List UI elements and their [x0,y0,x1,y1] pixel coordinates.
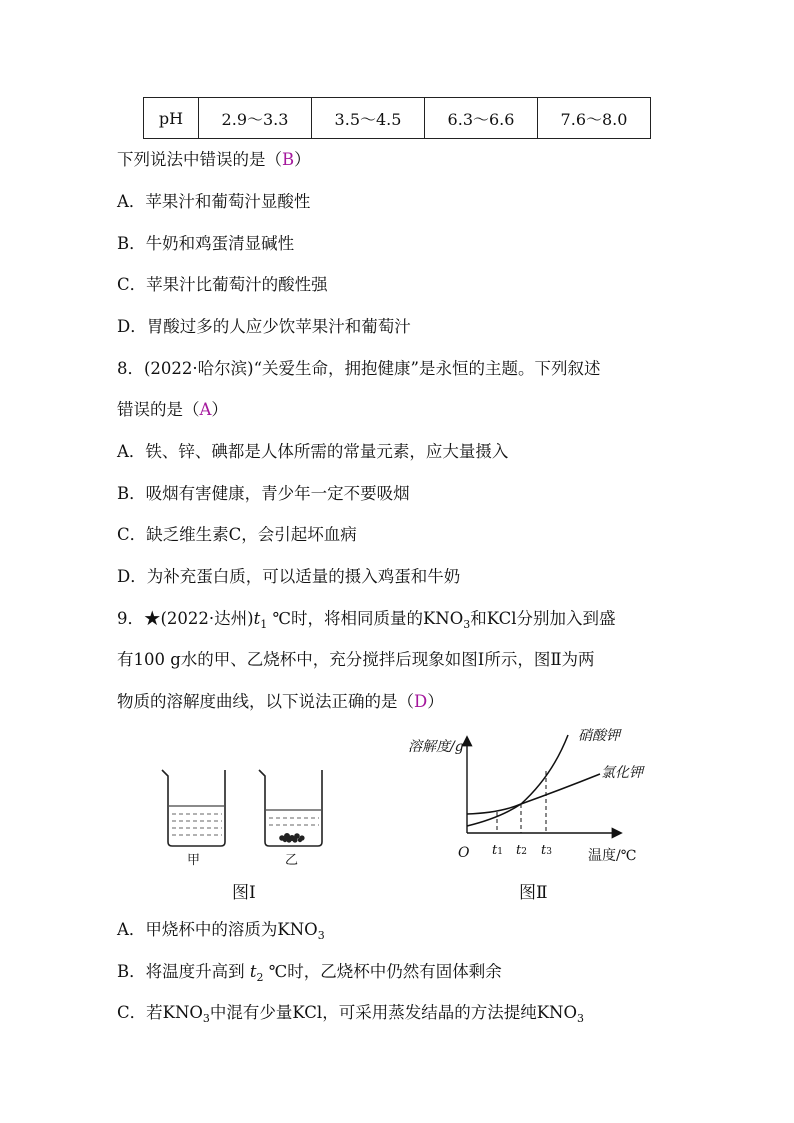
series-label-kcl: 氯化钾 [601,765,643,781]
q8-option-c: C．缺乏维生素C，会引起坏血病 [117,525,357,544]
chart-xlabel: 温度/℃ [588,848,637,864]
chart-origin: O [458,845,470,861]
q8-option-d: D．为补充蛋白质，可以适量的摄入鸡蛋和牛奶 [117,567,461,586]
figure2-caption: 图Ⅱ [519,883,548,903]
beaker-label-jia: 甲 [187,853,201,868]
tick-label-t2: t2 [516,843,527,858]
q9-stem-line2: 有100 g水的甲、乙烧杯中，充分搅拌后现象如图Ⅰ所示，图Ⅱ为两 [117,650,595,669]
table-cell: 3.5～4.5 [312,98,425,139]
solubility-chart [467,735,620,833]
q9-stem-line3: 物质的溶解度曲线，以下说法正确的是（D） [117,692,444,711]
q9-stem-line1: 9．★(2022·达州)$t_1$ ℃时，将相同质量的$KNO_3$和KCl分别加入到盛 [117,609,616,631]
q7-option-c: C．苹果汁比葡萄汁的酸性强 [117,275,328,294]
q8-option-b: B．吸烟有害健康，青少年一定不要吸烟 [117,484,410,503]
tick-label-t3: t3 [541,843,552,858]
q7-option-d: D．胃酸过多的人应少饮苹果汁和葡萄汁 [117,317,411,336]
q9-option-c: C．若$KNO_3$中混有少量KCl，可采用蒸发结晶的方法提纯$KNO_3$ [117,1003,584,1025]
beaker-jia [162,770,225,846]
q8-option-a: A．铁、锌、碘都是人体所需的常量元素，应大量摄入 [117,442,509,461]
q8-stem-line2: 错误的是（A） [117,400,228,419]
beaker-yi [259,770,322,846]
q9-option-a: A．甲烧杯中的溶质为$KNO_3$ [117,920,325,942]
figure1-caption: 图Ⅰ [232,883,256,903]
table-cell-ph: pH [144,98,199,139]
chart-ylabel: 溶解度/g [408,739,464,755]
q7-option-a: A．苹果汁和葡萄汁显酸性 [117,192,311,211]
table-cell: 2.9～3.3 [199,98,312,139]
q9-answer: D [414,692,428,711]
table-cell: 7.6～8.0 [538,98,651,139]
q8-stem-line1: 8．(2022·哈尔滨)“关爱生命，拥抱健康”是永恒的主题。下列叙述 [117,359,601,378]
series-label-kno3: 硝酸钾 [578,728,620,744]
q7-option-b: B．牛奶和鸡蛋清显碱性 [117,234,295,253]
q8-answer: A [199,400,212,419]
q7-answer: B [282,150,295,169]
table-cell: 6.3～6.6 [425,98,538,139]
q7-stem: 下列说法中错误的是（B） [117,150,311,169]
solid-precipitate [279,833,304,843]
q9-option-b: B．将温度升高到 $t_2$ ℃时，乙烧杯中仍然有固体剩余 [117,962,502,984]
curve-kcl [467,774,600,814]
beaker-label-yi: 乙 [285,853,299,868]
tick-label-t1: t1 [492,843,503,858]
